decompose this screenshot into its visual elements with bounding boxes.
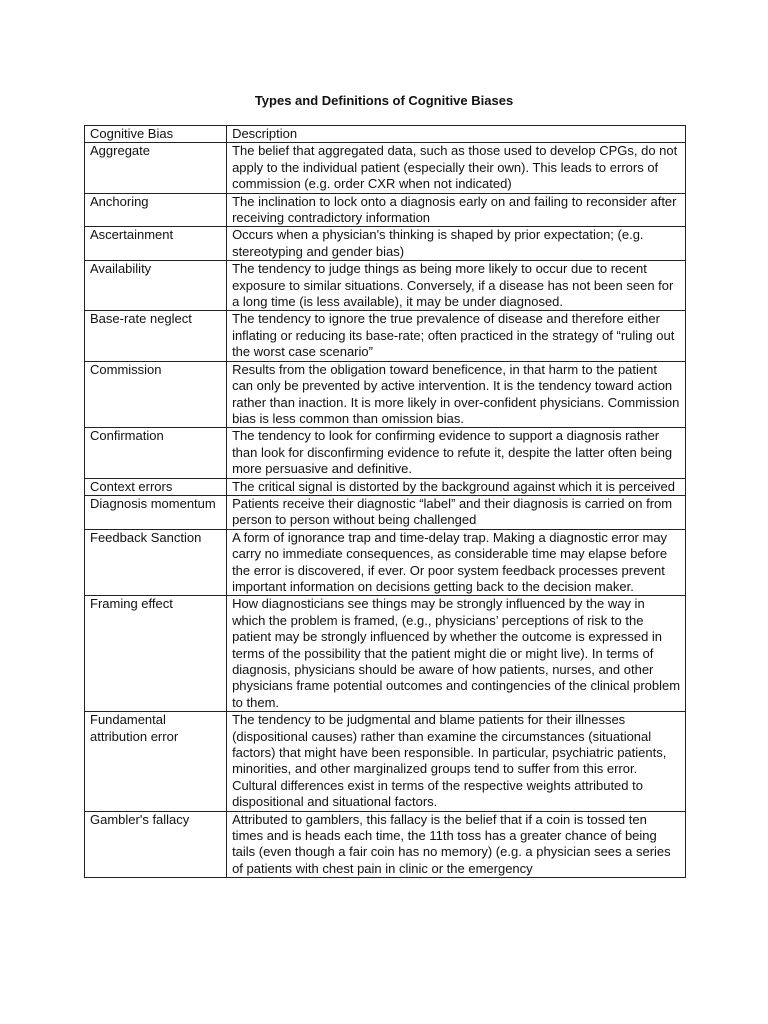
table-row — [85, 227, 686, 261]
bias-name-cell: Anchoring — [85, 193, 227, 227]
bias-description-cell: The critical signal is distorted by the background against which it is perceived — [227, 478, 686, 495]
bias-name-cell: Diagnosis momentum — [85, 495, 227, 529]
bias-description-cell: How diagnosticians see things may be strongly influenced by the way in which the problem is framed, (e.g., physicians’ perceptions of risk to the patient may be strongly influenced by whether the outcome is expressed in terms of the possibility that the patient might die or might live). In terms of diagnosis, physicians should be aware of how patients, nurses, and other physicians frame potential outcomes and contingencies of the clinical problem to them. — [227, 596, 686, 712]
bias-description-cell: The tendency to judge things as being more likely to occur due to recent exposure to similar situations. Conversely, if a disease has not been seen for a long time (is less available), it may be under diagnosed. — [227, 261, 686, 311]
table-row — [85, 811, 686, 878]
bias-name-cell: Base-rate neglect — [85, 311, 227, 361]
bias-name-cell: Confirmation — [85, 428, 227, 478]
bias-description-cell: The belief that aggregated data, such as those used to develop CPGs, do not apply to the individual patient (especially their own). This leads to errors of commission (e.g. order CXR when not indicated) — [227, 143, 686, 193]
bias-description-cell: Results from the obligation toward beneficence, in that harm to the patient can only be prevented by active intervention. It is the tendency toward action rather than inaction. It is more likely in over-confident physicians. Commission bias is less common than omission bias. — [227, 361, 686, 428]
bias-name-cell: Framing effect — [85, 596, 227, 712]
bias-name-cell: Aggregate — [85, 143, 227, 193]
bias-name-cell: Feedback Sanction — [85, 529, 227, 596]
cognitive-bias-table — [84, 125, 686, 878]
bias-name-cell: Context errors — [85, 478, 227, 495]
bias-description-cell: Patients receive their diagnostic “label” and their diagnosis is carried on from person to person without being challenged — [227, 495, 686, 529]
table-row — [85, 361, 686, 428]
table-row — [85, 596, 686, 712]
column-header-bias: Cognitive Bias — [85, 126, 227, 143]
table-row — [85, 193, 686, 227]
page-title: Types and Definitions of Cognitive Biases — [254, 93, 514, 108]
bias-description-cell: The tendency to look for confirming evidence to support a diagnosis rather than look for disconfirming evidence to refute it, despite the latter often being more persuasive and definitive. — [227, 428, 686, 478]
table-row — [85, 495, 686, 529]
column-header-description: Description — [227, 126, 686, 143]
bias-name-cell: Gambler's fallacy — [85, 811, 227, 878]
table-row — [85, 478, 686, 495]
bias-name-cell: Ascertainment — [85, 227, 227, 261]
bias-description-cell: Occurs when a physician's thinking is shaped by prior expectation; (e.g. stereotyping and gender bias) — [227, 227, 686, 261]
table-row — [85, 311, 686, 361]
bias-description-cell: The tendency to ignore the true prevalence of disease and therefore either inflating or reducing its base-rate; often practiced in the strategy of “ruling out the worst case scenario” — [227, 311, 686, 361]
bias-description-cell: The tendency to be judgmental and blame patients for their illnesses (dispositional causes) rather than examine the circumstances (situational factors) that might have been responsible. In particular, psychiatric patients, minorities, and other marginalized groups tend to suffer from this error. Cultural differences exist in terms of the respective weights attributed to dispositional and situational factors. — [227, 712, 686, 811]
bias-description-cell: The inclination to lock onto a diagnosis early on and failing to reconsider after receiving contradictory information — [227, 193, 686, 227]
table-row — [85, 143, 686, 193]
bias-description-cell: A form of ignorance trap and time-delay trap. Making a diagnostic error may carry no immediate consequences, as considerable time may elapse before the error is discovered, if ever. Or poor system feedback processes prevent important information on decisions getting back to the decision maker. — [227, 529, 686, 596]
table-row — [85, 428, 686, 478]
table-row — [85, 712, 686, 811]
table-row — [85, 261, 686, 311]
bias-name-cell: Commission — [85, 361, 227, 428]
bias-name-cell: Availability — [85, 261, 227, 311]
table-header-row — [85, 126, 686, 143]
bias-name-cell: Fundamental attribution error — [85, 712, 227, 811]
table-row — [85, 529, 686, 596]
bias-description-cell: Attributed to gamblers, this fallacy is the belief that if a coin is tossed ten times and is heads each time, the 11th toss has a greater chance of being tails (even though a fair coin has no memory) (e.g. a physician sees a series of patients with chest pain in clinic or the emergency — [227, 811, 686, 878]
